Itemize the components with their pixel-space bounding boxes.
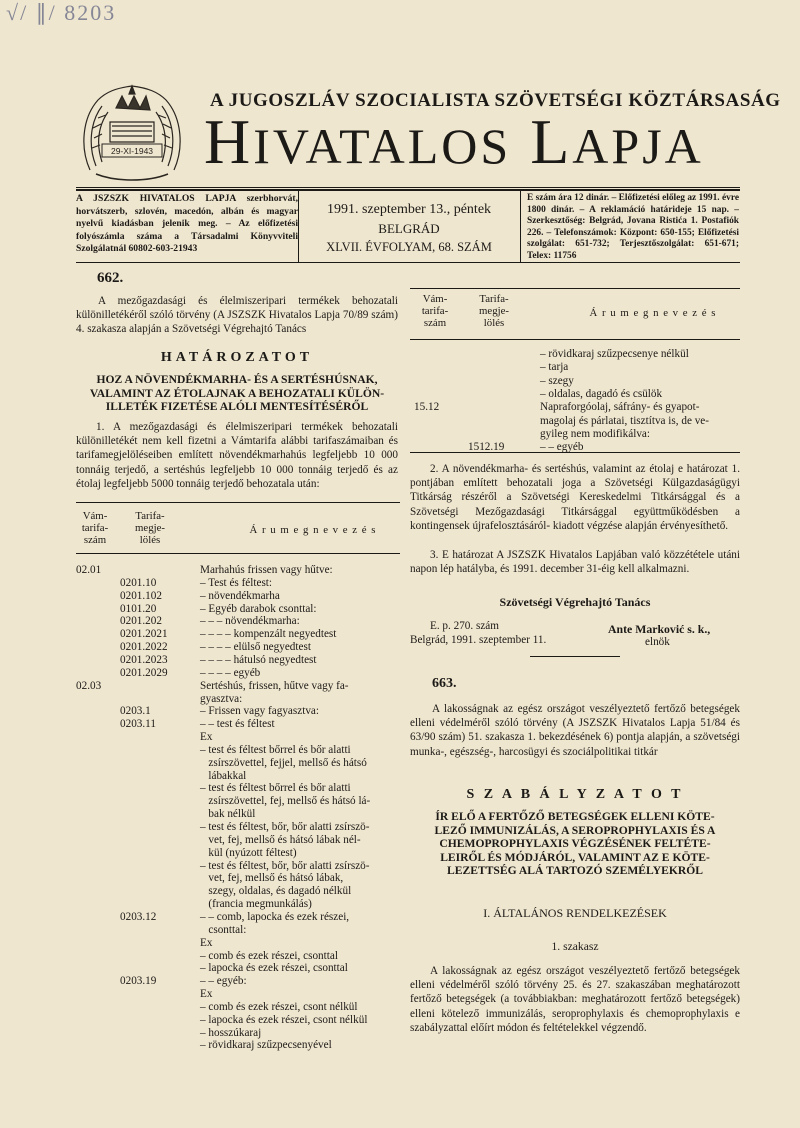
heading-line: LEZŐ IMMUNIZÁLÁS, A SEROPROPHYLAXIS ÉS A xyxy=(434,823,716,837)
table-rule xyxy=(76,553,400,554)
goods-description: Sertéshús, frissen, hűtve vagy fa- xyxy=(200,679,349,692)
article-1-paragraph: A lakosságnak az egész országot veszélyeztető fertőző betegségek elleni védelméről szóló törvény 25. és 27. szakaszában meghatározott fertőző betegségek (a továbbiakban: meghatározott fertőző betegségek) elleni kötelező immunizálás, seroprophylaxis és chemoprophylaxis e szabályzattal előírt módon és feltételekkel végzendő. xyxy=(410,965,740,1034)
rule xyxy=(76,189,740,191)
title-initial-h: H xyxy=(204,106,254,177)
paragraph-2: 2. A növendékmarha- és sertéshús, valamint az étolaj e határozat 1. pontjában említett behozatali joga a Szövetségi Külgazdaságügyi Titkárság részéről a Szövetségi Kereskedelmi Titkársággal és a Szövetségi Mezőgazdasági Titkársággal együttműködésben a kontingensek újrafelosztásáról- kiadott végzése alapján érvényesíthető. xyxy=(410,463,740,532)
column-header-goods-name: Á r u m e g n e v e z é s xyxy=(249,524,377,536)
tariff-designation: 0201.102 xyxy=(120,589,162,602)
goods-description: gyasztva: xyxy=(200,692,243,705)
goods-description: szegy, oldalas, és dagadó nélkül xyxy=(200,885,352,898)
preamble: A mezőgazdasági és élelmiszeripari termékek behozatali különilletékéről szóló törvény (A JSZSZK Hivatalos Lapja 70/89 szám) 4. szakasza alapján a Szövetségi Végrehajtó Tanács xyxy=(76,295,398,336)
goods-description: – – test és féltest xyxy=(200,718,275,731)
tariff-designation: 0201.2021 xyxy=(120,628,168,641)
tariff-designation: 0201.10 xyxy=(120,576,157,589)
goods-description: – hosszúkaraj xyxy=(200,1026,262,1039)
goods-description: – növendékmarha xyxy=(200,589,280,602)
table-rule xyxy=(410,452,740,453)
column-header-tariff-designation: Tarifa- megje- lölés xyxy=(135,510,165,546)
subscription-info: E szám ára 12 dinár. – Előfizetési előleg az 1991. évre 1800 dinár. – A reklamáció határideje 15 nap. – Szerkesztőség: Belgrád, Jovana Ristića 1. Postafiók 226. – Telefonszámok: Központ: 650-155; Előfizetési szolgálat: 651-732; Terjesztőszolgálat: 651-671; Telex: 11756 xyxy=(527,193,739,261)
table-rule xyxy=(410,339,740,340)
goods-description: Ex xyxy=(200,731,213,744)
goods-description: Napraforgóolaj, sáfrány- és gyapot- xyxy=(540,401,700,414)
title-word-apja: APJA xyxy=(572,118,704,174)
issue-date: 1991. szeptember 13., péntek xyxy=(326,202,492,217)
tariff-designation: 0201.2023 xyxy=(120,653,168,666)
goods-description: – – – növendékmarha: xyxy=(200,615,300,628)
tariff-number: 15.12 xyxy=(414,401,440,414)
tariff-number: 02.03 xyxy=(76,679,102,692)
column-header-tariff-number: Vám- tarifa- szám xyxy=(421,293,449,329)
goods-description: – lapocka és ezek részei, csont nélkül xyxy=(200,1013,368,1026)
divider xyxy=(298,190,299,262)
reference-place-date: Belgrád, 1991. szeptember 11. xyxy=(410,634,547,646)
goods-description: – comb és ezek részei, csonttal xyxy=(200,949,338,962)
heading-line: LEZETTSÉG ALÁ TARTOZÓ SZEMÉLYEKRŐL xyxy=(447,864,703,877)
goods-description: zsírszövettel, fej, mellső és hátsó lá- xyxy=(200,795,371,808)
goods-description: Ex xyxy=(200,988,213,1001)
table-rule xyxy=(76,502,400,503)
article-number: 1. szakasz xyxy=(551,940,599,953)
tariff-designation: 0201.202 xyxy=(120,615,162,628)
goods-description: – rövidkaraj szűzpecsenye nélkül xyxy=(540,348,689,360)
goods-description: (francia megmunkálás) xyxy=(200,898,312,911)
goods-description: – test és féltest bőrrel és bőr alatti xyxy=(200,743,351,756)
tariff-designation: 0101.20 xyxy=(120,602,157,615)
signer-name: Ante Marković s. k., xyxy=(608,622,711,636)
goods-description: – – comb, lapocka és ezek részei, xyxy=(200,910,350,923)
goods-description: – comb és ezek részei, csont nélkül xyxy=(200,1000,358,1013)
column-header-tariff-designation: Tarifa- megje- lölés xyxy=(479,293,509,329)
goods-description: Ex xyxy=(200,936,213,949)
tariff-designation: 1512.19 xyxy=(468,441,505,454)
rule xyxy=(76,187,740,188)
section-number: 662. xyxy=(97,270,124,286)
goods-description: – test és féltest bőrrel és bőr alatti xyxy=(200,782,351,795)
goods-description: kül (nyúzott féltest) xyxy=(200,846,297,859)
goods-description: – szegy xyxy=(540,374,574,387)
tariff-designation: 0203.11 xyxy=(120,718,156,731)
goods-description: – test és féltest, bőr, bőr alatti zsírszö- xyxy=(200,859,370,872)
goods-description: – – – – egyéb xyxy=(200,666,261,679)
emblem-date: 29-XI-1943 xyxy=(110,146,154,156)
goods-description: zsírszövettel, fejjel, mellső és hátsó xyxy=(200,756,367,769)
issuing-council: Szövetségi Végrehajtó Tanács xyxy=(499,595,651,609)
heading-line: ILLETÉK FIZETÉSE ALÓLI MENTESÍTÉSÉRŐL xyxy=(105,400,369,413)
publication-info: A JSZSZK HIVATALOS LAPJA szerbhorvát, horvátszerb, szlovén, macedón, albán és magyar nyelvű kiadásban jelenik meg. – Az előfizetési folyószámla száma a Társadalmi Könyvviteli Szolgálatnál 60802-603-21943 xyxy=(76,193,298,254)
chapter-title: I. ÁLTALÁNOS RENDELKEZÉSEK xyxy=(483,906,667,920)
short-rule xyxy=(530,656,620,657)
goods-description: – test és féltest, bőr, bőr alatti zsírszö- xyxy=(200,821,370,833)
decision-heading xyxy=(76,373,398,414)
issue-volume: XLVII. ÉVFOLYAM, 68. SZÁM xyxy=(326,240,492,254)
heading-line: ÍR ELŐ A FERTŐZŐ BETEGSÉGEK ELLENI KÖTE- xyxy=(435,810,715,823)
paragraph-3: 3. E határozat A JSZSZK Hivatalos Lapjában való közzététele utáni napon lép hatályba, és 1991. december 31-éig kell alkalmazni. xyxy=(410,549,740,576)
goods-description: – – egyéb: xyxy=(200,975,247,988)
tariff-designation: 0201.2029 xyxy=(120,666,168,679)
tariff-designation: 0203.19 xyxy=(120,975,157,988)
reference-number: E. p. 270. szám xyxy=(430,620,499,632)
document-type: S Z A B Á L Y Z A T O T xyxy=(466,787,684,802)
tariff-designation: 0203.12 xyxy=(120,910,157,923)
goods-description: – – – – kompenzált negyedtest xyxy=(200,628,337,641)
goods-description: – – – – elülső negyedtest xyxy=(200,641,311,654)
goods-description: vet, fej, mellső és hátsó lábak, xyxy=(200,872,344,885)
handwritten-note: √/ ∥/ 8203 xyxy=(6,0,117,25)
goods-description: – rövidkaraj szűzpecsenyével xyxy=(200,1039,332,1052)
coat-of-arms-emblem xyxy=(76,78,188,190)
signer-role: elnök xyxy=(645,636,670,648)
goods-description: gyileg nem modifikálva: xyxy=(540,427,650,440)
masthead-country: A JUGOSZLÁV SZOCIALISTA SZÖVETSÉGI KÖZTÁRSASÁG xyxy=(210,90,781,111)
title-word-ivatalos: IVATALOS xyxy=(253,118,512,174)
divider xyxy=(520,190,521,262)
goods-description: – Frissen vagy fagyasztva: xyxy=(200,705,319,718)
section-number: 663. xyxy=(432,676,457,691)
preamble: A lakosságnak az egész országot veszélyeztető fertőző betegségek elleni védelméről szóló törvény (A JSZSZK Hivatalos Lapja 51/84 és 63/90 szám) 51. szakasza 1. bekezdésének 6) pontja alapján, a szövetségi munka-, egészség-, harcosügyi és szociálpolitikai titkár xyxy=(410,703,740,758)
column-header-tariff-number: Vám- tarifa- szám xyxy=(81,510,109,546)
goods-description: – tarja xyxy=(540,361,569,374)
goods-description: magolaj és párlatai, tisztítva is, de ve- xyxy=(540,414,709,427)
goods-description: – – – – hátulsó negyedtest xyxy=(200,653,317,666)
tariff-designation: 0203.1 xyxy=(120,705,151,718)
goods-description: lábakkal xyxy=(200,769,247,782)
table-rule xyxy=(410,288,740,289)
regulation-heading xyxy=(410,810,740,878)
heading-line: CHEMOPROPHYLAXIS VÉGZÉSÉNEK FELTÉTE- xyxy=(439,837,711,850)
goods-description: – oldalas, dagadó és csülök xyxy=(540,387,663,400)
heading-line: HOZ A NÖVENDÉKMARHA- ÉS A SERTÉSHÚSNAK, xyxy=(96,373,378,386)
goods-description: csonttal: xyxy=(200,923,247,936)
tariff-designation: 0201.2022 xyxy=(120,641,168,654)
title-initial-l: L xyxy=(530,106,573,177)
goods-description: bak nélkül xyxy=(200,808,256,821)
issue-info xyxy=(300,200,518,257)
heading-line: VALAMINT AZ ÉTOLAJNAK A BEHOZATALI KÜLÖN- xyxy=(89,386,385,400)
goods-description: vet, fej, mellső és hátsó lábak nél- xyxy=(200,833,361,846)
goods-description: – – egyéb xyxy=(540,441,584,454)
goods-description: Marhahús frissen vagy hűtve: xyxy=(200,564,333,576)
heading-line: LEIRŐL ÉS MÓDJÁRÓL, VALAMINT AZ E KÖTE- xyxy=(440,850,710,864)
column-header-goods-name: Á r u m e g n e v e z é s xyxy=(589,307,717,319)
document-type: HATÁROZATOT xyxy=(160,350,314,365)
goods-description: – Egyéb darabok csonttal: xyxy=(200,602,317,615)
issue-city: BELGRÁD xyxy=(378,221,440,236)
goods-description: – lapocka és ezek részei, csonttal xyxy=(200,962,348,975)
goods-description: – Test és féltest: xyxy=(200,576,273,589)
masthead-title xyxy=(204,106,744,177)
tariff-number: 02.01 xyxy=(76,564,102,576)
paragraph-1: 1. A mezőgazdasági és élelmiszeripari termékek behozatali különilletékét nem kell fizetni a Vámtarifa alábbi tarifaszámaiban és tarifamegjelöléseiben említett növendékmarhahús legfeljebb 10 000 tonnáig terjedő, a sertéshús legfeljebb 10 000 tonnáig terjedő és az étolaj legfeljebb 5000 tonnáig terjedő behozatala után: xyxy=(76,421,398,490)
